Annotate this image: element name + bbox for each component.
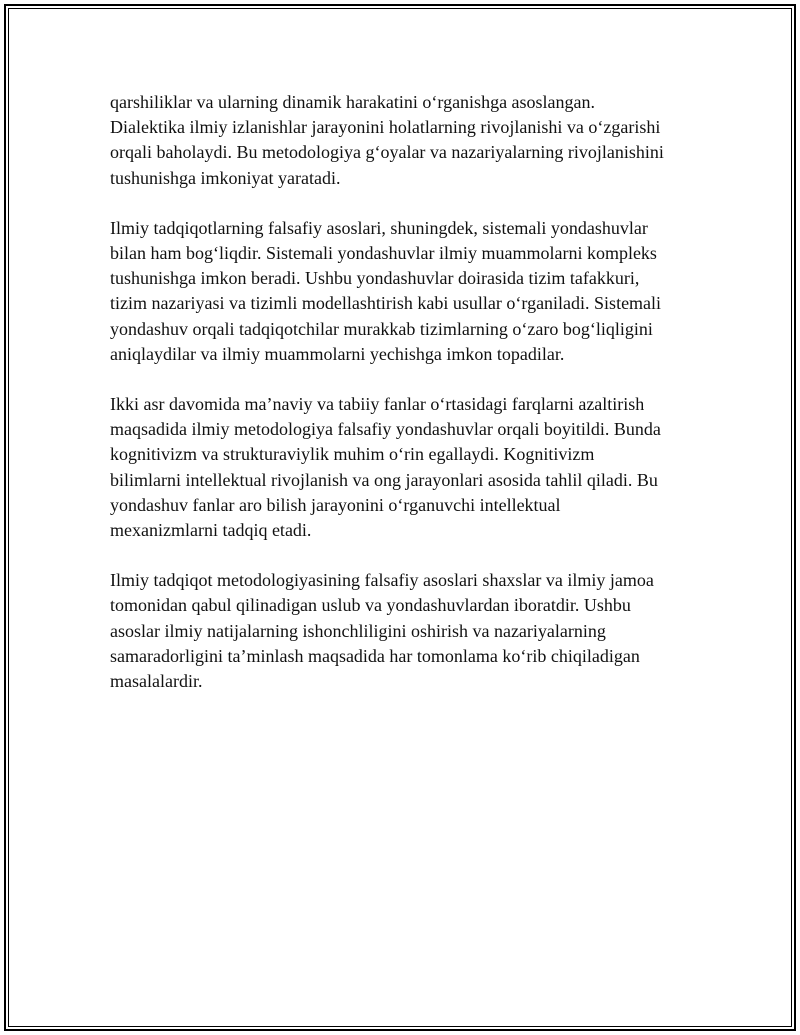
paragraph-1 [110, 90, 700, 191]
paragraph-4 [110, 568, 700, 694]
text-line: yondashuv fanlar aro bilish jarayonini o‘rganuvchi intellektual [110, 494, 561, 515]
document-body [110, 90, 700, 719]
text-line: Dialektika ilmiy izlanishlar jarayonini holatlarning rivojlanishi va o‘zgarishi [110, 117, 661, 138]
paragraph-3 [110, 392, 700, 543]
text-line: mexanizmlarni tadqiq etadi. [110, 520, 312, 541]
text-line: kognitivizm va strukturaviylik muhim o‘rin egallaydi. Kognitivizm [110, 444, 595, 465]
text-line: qarshiliklar va ularning dinamik harakatini o‘rganishga asoslangan. [110, 92, 596, 112]
text-line: Ilmiy tadqiqotlarning falsafiy asoslari, shuningdek, sistemali yondashuvlar [110, 217, 648, 238]
text-line: maqsadida ilmiy metodologiya falsafiy yondashuvlar orqali boyitildi. Bunda [110, 419, 661, 440]
text-line: tomonidan qabul qilinadigan uslub va yondashuvlardan iboratdir. Ushbu [110, 595, 631, 616]
text-line: asoslar ilmiy natijalarning ishonchliligini oshirish va nazariyalarning [110, 620, 606, 641]
text-line: Ikki asr davomida ma’naviy va tabiiy fanlar o‘rtasidagi farqlarni azaltirish [110, 394, 645, 415]
paragraph-2 [110, 216, 700, 367]
text-line: samaradorligini ta’minlash maqsadida har tomonlama ko‘rib chiqiladigan [110, 645, 640, 666]
text-line: yondashuv orqali tadqiqotchilar murakkab tizimlarning o‘zaro bog‘liqligini [110, 318, 653, 339]
text-line: Ilmiy tadqiqot metodologiyasining falsafiy asoslari shaxslar va ilmiy jamoa [110, 570, 654, 591]
text-line: tushunishga imkoniyat yaratadi. [110, 167, 341, 188]
text-line: tizim nazariyasi va tizimli modellashtirish kabi usullar o‘rganiladi. Sistemali [110, 293, 662, 314]
text-line: orqali baholaydi. Bu metodologiya g‘oyalar va nazariyalarning rivojlanishini [110, 142, 664, 163]
text-line: aniqlaydilar va ilmiy muammolarni yechishga imkon topadilar. [110, 343, 565, 364]
text-line: bilan ham bog‘liqdir. Sistemali yondashuvlar ilmiy muammolarni kompleks [110, 243, 657, 264]
text-line: bilimlarni intellektual rivojlanish va ong jarayonlari asosida tahlil qiladi. Bu [110, 469, 658, 490]
text-line: tushunishga imkon beradi. Ushbu yondashuvlar doirasida tizim tafakkuri, [110, 268, 640, 289]
text-line: masalalardir. [110, 671, 203, 692]
